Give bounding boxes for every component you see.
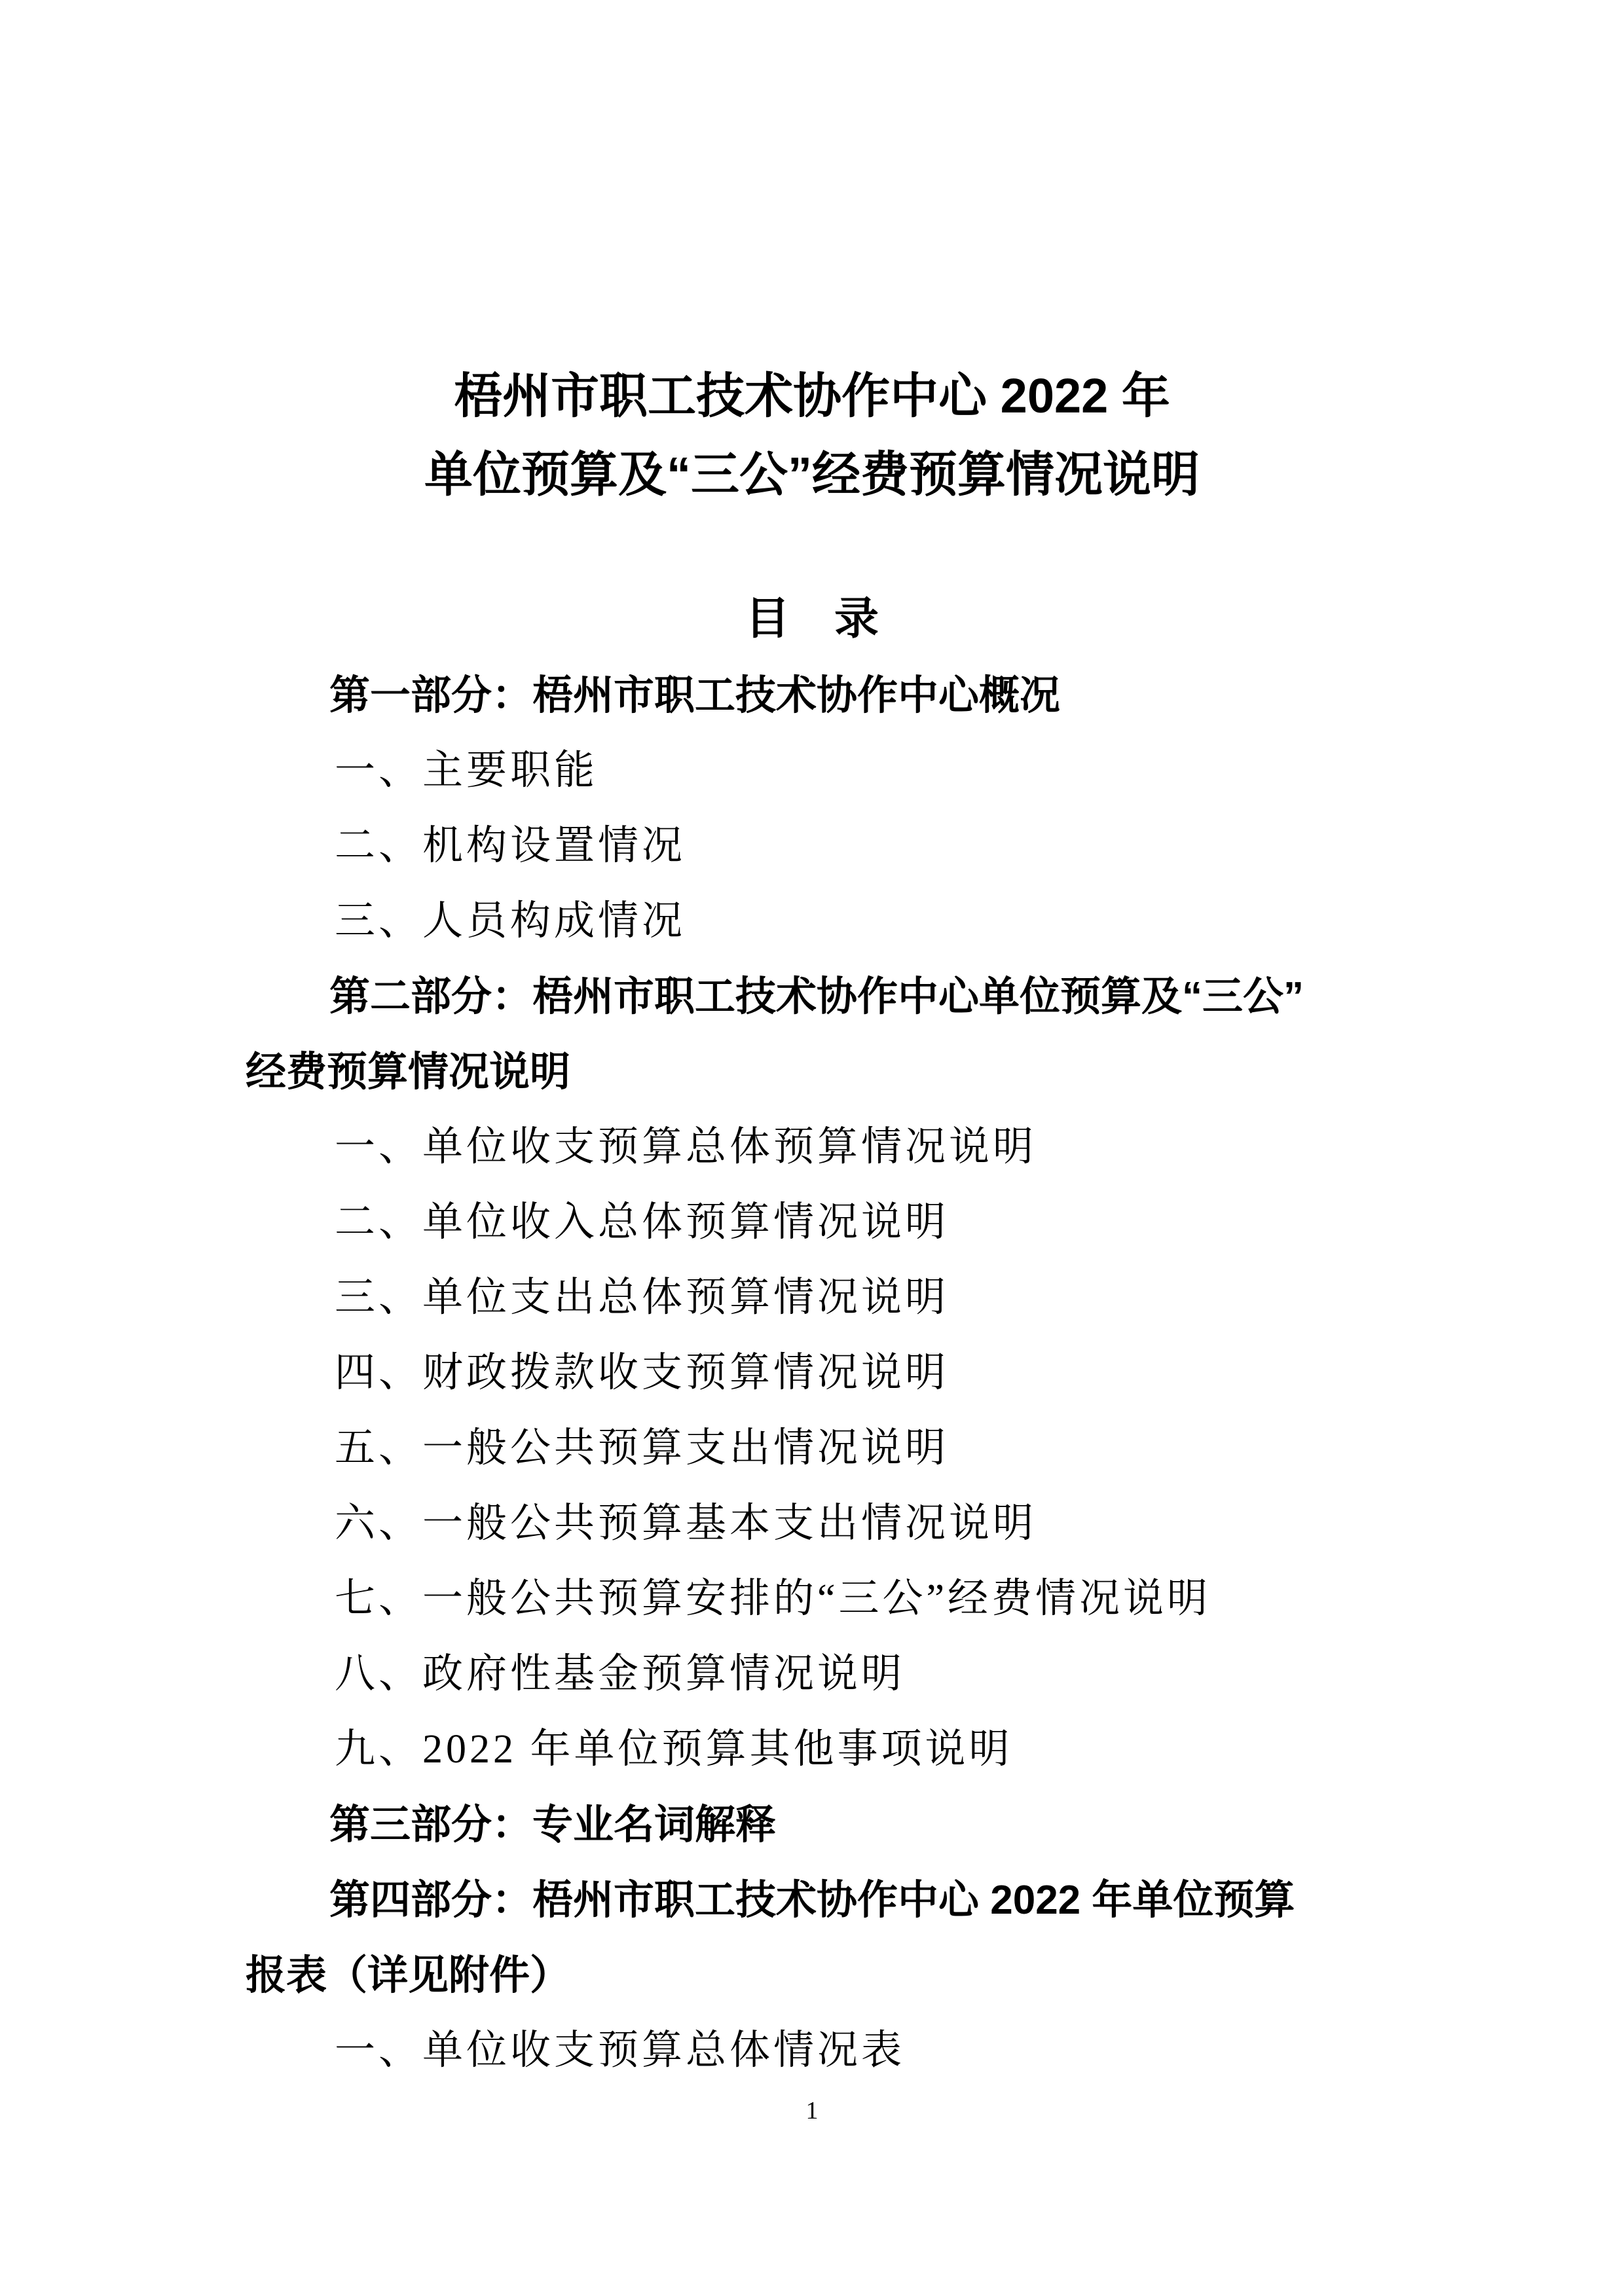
title-line-1: 梧州市职工技术协作中心 2022 年 [454,369,1170,423]
title-line-2: 单位预算及“三公”经费预算情况说明 [424,447,1200,501]
toc-entry: 七、一般公共预算安排的“三公”经费情况说明 [335,1576,1211,1621]
toc-entry: 八、政府性基金预算情况说明 [335,1652,906,1696]
page-content [246,0,1378,2088]
toc-entry: 五、一般公共预算支出情况说明 [335,1426,950,1470]
toc-entry-part-4-continuation: 报表（详见附件） [246,1953,571,1998]
toc-entry: 一、单位收支预算总体预算情况说明 [335,1125,1037,1169]
document-title [246,357,1378,514]
toc-entry: 九、2022 年单位预算其他事项说明 [335,1727,1013,1772]
toc-entry-part-1: 第一部分：梧州市职工技术协作中心概况 [329,673,1061,718]
toc-entry: 二、单位收入总体预算情况说明 [335,1200,950,1245]
toc-entry: 一、单位收支预算总体情况表 [335,2028,906,2073]
toc-entry: 六、一般公共预算基本支出情况说明 [335,1501,1037,1546]
page-number: 1 [805,2097,819,2124]
toc-entry: 二、机构设置情况 [335,824,686,868]
toc-entry: 一、主要职能 [335,748,599,793]
toc-entry: 四、财政拨款收支预算情况说明 [335,1351,950,1395]
toc-entry: 三、单位支出总体预算情况说明 [335,1275,950,1320]
toc-entry-part-2-continuation: 经费预算情况说明 [246,1049,571,1095]
toc-heading: 目 录 [745,594,879,644]
toc-entry-part-4: 第四部分：梧州市职工技术协作中心 2022 年单位预算 [329,1878,1295,1923]
toc-entry: 三、人员构成情况 [335,899,686,943]
toc-entry-part-2: 第二部分：梧州市职工技术协作中心单位预算及“三公” [329,974,1304,1019]
toc-list [246,658,1378,2088]
toc-entry-part-3: 第三部分：专业名词解释 [329,1802,777,1848]
